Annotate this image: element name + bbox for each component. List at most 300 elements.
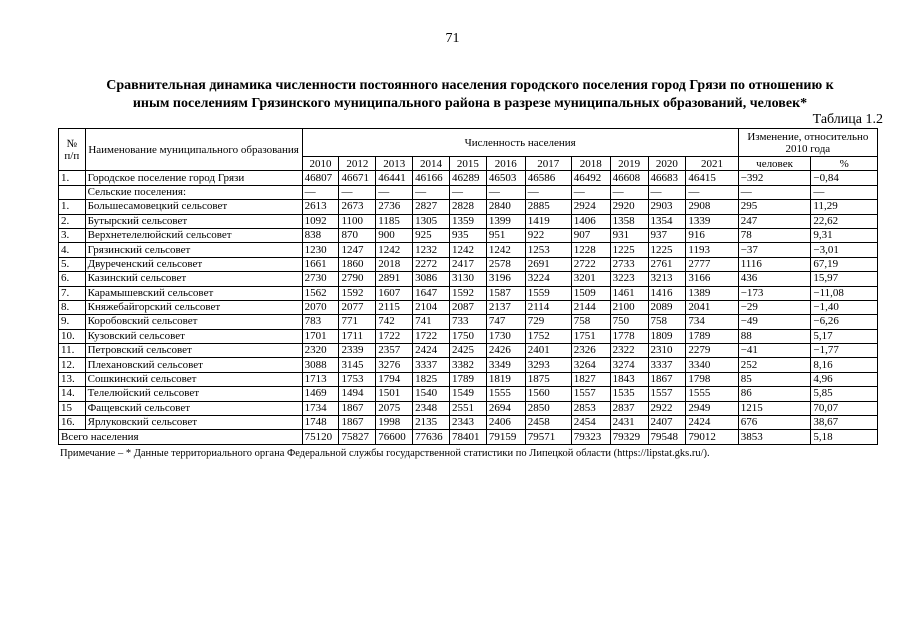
population-value: 3340 [686,358,738,372]
header-year: 2012 [339,157,376,171]
total-value: 79548 [648,430,686,444]
change-people: 85 [738,372,811,386]
total-value: 75120 [302,430,339,444]
population-value: 1701 [302,329,339,343]
total-value: 79323 [571,430,610,444]
population-value: 2840 [486,200,525,214]
population-value: 2087 [449,300,486,314]
population-value: 2144 [571,300,610,314]
population-value: 46415 [686,171,738,185]
population-value: 2322 [610,344,648,358]
row-name: Казинский сельсовет [85,272,302,286]
header-year: 2013 [376,157,413,171]
population-value: 2908 [686,200,738,214]
population-value: 2348 [413,401,450,415]
population-value: 2104 [413,300,450,314]
population-value: 46807 [302,171,339,185]
population-value: 2922 [648,401,686,415]
population-value: 2417 [449,257,486,271]
row-number: 11. [59,344,86,358]
population-value: 2426 [486,344,525,358]
population-value: 46166 [413,171,450,185]
population-value: 2551 [449,401,486,415]
population-value: 2694 [486,401,525,415]
change-percent: −0,84 [811,171,878,185]
population-value: 2673 [339,200,376,214]
row-name: Кузовский сельсовет [85,329,302,343]
population-value: 3213 [648,272,686,286]
population-value: 2827 [413,200,450,214]
population-value: 1509 [571,286,610,300]
population-value: — [571,185,610,199]
row-name: Фащевский сельсовет [85,401,302,415]
row-name: Бутырский сельсовет [85,214,302,228]
population-value: 2114 [525,300,571,314]
population-value: 2828 [449,200,486,214]
population-value: 1560 [525,387,571,401]
row-number: 13. [59,372,86,386]
row-number: 7. [59,286,86,300]
change-percent: −11,08 [811,286,878,300]
population-value: 1225 [610,243,648,257]
population-value: 733 [449,315,486,329]
population-value: 1494 [339,387,376,401]
population-value: 2733 [610,257,648,271]
title-line-2: иным поселениям Грязинского муниципального района в разрезе муниципальных образований, человек* [132,96,808,111]
population-value: 1535 [610,387,648,401]
population-value: 2736 [376,200,413,214]
document-title [60,77,880,113]
population-value: 1867 [339,401,376,415]
population-value: 742 [376,315,413,329]
population-value: 741 [413,315,450,329]
population-value: — [339,185,376,199]
population-value: — [449,185,486,199]
population-value: 1559 [525,286,571,300]
population-value: 2343 [449,416,486,430]
population-value: 916 [686,228,738,242]
population-value: 2089 [648,300,686,314]
population-value: 3224 [525,272,571,286]
change-people: 252 [738,358,811,372]
population-value: 1778 [610,329,648,343]
row-number: 1. [59,171,86,185]
population-value: 1354 [648,214,686,228]
population-value: 1100 [339,214,376,228]
population-value: 1557 [571,387,610,401]
population-value: 2777 [686,257,738,271]
population-value: 3337 [648,358,686,372]
population-value: 2837 [610,401,648,415]
total-row [59,430,878,444]
population-value: 2018 [376,257,413,271]
population-value: 1416 [648,286,686,300]
population-value: 3201 [571,272,610,286]
table-row [59,358,878,372]
change-people: −37 [738,243,811,257]
population-value: 46586 [525,171,571,185]
total-value: 79571 [525,430,571,444]
row-number: 10. [59,329,86,343]
population-value: 46441 [376,171,413,185]
population-value: 2077 [339,300,376,314]
row-name: Петровский сельсовет [85,344,302,358]
population-value: 1557 [648,387,686,401]
population-value: 1798 [686,372,738,386]
population-value: 922 [525,228,571,242]
header-year: 2015 [449,157,486,171]
row-number: 4. [59,243,86,257]
population-value: 1794 [376,372,413,386]
population-value: 2310 [648,344,686,358]
row-name: Сошкинский сельсовет [85,372,302,386]
population-value: 1242 [486,243,525,257]
population-value: 1711 [339,329,376,343]
population-value: 2885 [525,200,571,214]
population-value: 2613 [302,200,339,214]
table-row [59,329,878,343]
population-value: 1789 [686,329,738,343]
header-year: 2018 [571,157,610,171]
population-value: 1587 [486,286,525,300]
row-number: 1. [59,200,86,214]
population-value: 870 [339,228,376,242]
change-people: 436 [738,272,811,286]
change-people: — [738,185,811,199]
population-value: 3166 [686,272,738,286]
population-value: 1406 [571,214,610,228]
population-value: — [686,185,738,199]
row-name: Плехановский сельсовет [85,358,302,372]
change-people: 247 [738,214,811,228]
population-value: 2790 [339,272,376,286]
population-value: 2425 [449,344,486,358]
population-value: 1661 [302,257,339,271]
population-value: 935 [449,228,486,242]
change-percent: 70,07 [811,401,878,415]
population-value: 783 [302,315,339,329]
population-value: 1750 [449,329,486,343]
row-name: Карамышевский сельсовет [85,286,302,300]
population-value: 1253 [525,243,571,257]
population-value: 734 [686,315,738,329]
row-name: Телелюйский сельсовет [85,387,302,401]
population-value: 750 [610,315,648,329]
change-people: 86 [738,387,811,401]
row-number: 12. [59,358,86,372]
total-value: 78401 [449,430,486,444]
population-value: 1753 [339,372,376,386]
population-value: 2075 [376,401,413,415]
population-value: 1555 [686,387,738,401]
population-value: 2424 [413,344,450,358]
population-value: — [413,185,450,199]
total-change-percent: 5,18 [811,430,878,444]
population-value: 3293 [525,358,571,372]
population-value: 758 [648,315,686,329]
population-value: 3196 [486,272,525,286]
header-year: 2019 [610,157,648,171]
population-value: 1647 [413,286,450,300]
population-value: 931 [610,228,648,242]
population-value: — [525,185,571,199]
header-name: Наименование муниципального образования [85,129,302,171]
population-value: 3276 [376,358,413,372]
total-value: 76600 [376,430,413,444]
population-value: 2891 [376,272,413,286]
population-value: 2431 [610,416,648,430]
row-number: 8. [59,300,86,314]
population-value: — [648,185,686,199]
row-name: Большесамовецкий сельсовет [85,200,302,214]
table-row [59,243,878,257]
change-percent: −3,01 [811,243,878,257]
population-value: 1860 [339,257,376,271]
change-people: −173 [738,286,811,300]
table-row [59,272,878,286]
change-people: −49 [738,315,811,329]
page-number: 71 [445,31,460,46]
population-value: 1722 [413,329,450,343]
row-number: 15 [59,401,86,415]
change-people: 1116 [738,257,811,271]
total-value: 79329 [610,430,648,444]
change-percent: 67,19 [811,257,878,271]
population-value: 46683 [648,171,686,185]
population-value: 2326 [571,344,610,358]
population-value: 1998 [376,416,413,430]
population-value: 1713 [302,372,339,386]
population-value: 758 [571,315,610,329]
change-people: −392 [738,171,811,185]
population-value: 1247 [339,243,376,257]
population-value: 1185 [376,214,413,228]
change-people: 295 [738,200,811,214]
population-value: 1751 [571,329,610,343]
population-value: 3382 [449,358,486,372]
population-value: 2357 [376,344,413,358]
population-value: 1228 [571,243,610,257]
population-value: 2279 [686,344,738,358]
population-value: 46289 [449,171,486,185]
population-value: 1809 [648,329,686,343]
change-people: 1215 [738,401,811,415]
total-value: 75827 [339,430,376,444]
title-line-1: Сравнительная динамика численности постоянного населения городского поселения город Грязи по отношению к [106,78,834,93]
population-value: 2578 [486,257,525,271]
table-row [59,214,878,228]
population-value: 1819 [486,372,525,386]
change-percent: −6,26 [811,315,878,329]
population-value: — [376,185,413,199]
change-people: 88 [738,329,811,343]
change-people: −29 [738,300,811,314]
population-value: 2100 [610,300,648,314]
header-year: 2017 [525,157,571,171]
change-people: −41 [738,344,811,358]
population-value: 2850 [525,401,571,415]
population-value: 729 [525,315,571,329]
population-value: 46671 [339,171,376,185]
population-value: 1789 [449,372,486,386]
population-value: 3145 [339,358,376,372]
population-value: 1827 [571,372,610,386]
population-value: 2070 [302,300,339,314]
total-label: Всего населения [59,430,303,444]
population-table [58,128,878,445]
table-label: Таблица 1.2 [812,112,883,127]
population-value: 3274 [610,358,648,372]
row-number: 5. [59,257,86,271]
population-value: 2722 [571,257,610,271]
change-percent: 38,67 [811,416,878,430]
change-percent: 15,97 [811,272,878,286]
table-row [59,286,878,300]
total-change-people: 3853 [738,430,811,444]
population-value: 1843 [610,372,648,386]
population-value: — [486,185,525,199]
population-value: 1549 [449,387,486,401]
population-value: 46492 [571,171,610,185]
population-value: 3088 [302,358,339,372]
row-number: 6. [59,272,86,286]
change-percent: 11,29 [811,200,878,214]
population-value: 2949 [686,401,738,415]
population-value: 2853 [571,401,610,415]
row-number: 2. [59,214,86,228]
population-value: 1193 [686,243,738,257]
change-percent: −1,40 [811,300,878,314]
population-value: 2424 [686,416,738,430]
population-value: 1389 [686,286,738,300]
population-value: 2401 [525,344,571,358]
population-value: 2903 [648,200,686,214]
change-people: 676 [738,416,811,430]
header-year: 2016 [486,157,525,171]
total-value: 77636 [413,430,450,444]
population-value: — [610,185,648,199]
table-row [59,344,878,358]
header-change-people: человек [738,157,811,171]
population-value: 1867 [339,416,376,430]
population-value: 1419 [525,214,571,228]
population-value: 900 [376,228,413,242]
population-value: 3337 [413,358,450,372]
population-value: 1734 [302,401,339,415]
population-value: 1867 [648,372,686,386]
change-percent: −1,77 [811,344,878,358]
population-value: 925 [413,228,450,242]
population-value: 2115 [376,300,413,314]
population-value: 2137 [486,300,525,314]
header-change: Изменение, относительно 2010 года [738,129,877,157]
change-percent: 8,16 [811,358,878,372]
population-value: 1875 [525,372,571,386]
table-row [59,185,878,199]
population-value: 1230 [302,243,339,257]
population-value: 2407 [648,416,686,430]
population-value: 1232 [413,243,450,257]
population-value: 1607 [376,286,413,300]
population-value: 3223 [610,272,648,286]
population-value: 46608 [610,171,648,185]
population-value: 2458 [525,416,571,430]
population-value: 2135 [413,416,450,430]
row-name: Двуреченский сельсовет [85,257,302,271]
header-year: 2021 [686,157,738,171]
change-percent: 5,17 [811,329,878,343]
population-value: 2454 [571,416,610,430]
total-value: 79159 [486,430,525,444]
population-value: 771 [339,315,376,329]
population-value: 951 [486,228,525,242]
total-value: 79012 [686,430,738,444]
header-year: 2020 [648,157,686,171]
row-number: 3. [59,228,86,242]
header-year: 2010 [302,157,339,171]
population-value: 937 [648,228,686,242]
row-name: Грязинский сельсовет [85,243,302,257]
population-value: 3130 [449,272,486,286]
population-value: 2272 [413,257,450,271]
population-value: 2406 [486,416,525,430]
header-num: № п/п [59,129,86,171]
table-row [59,315,878,329]
row-name: Коробовский сельсовет [85,315,302,329]
row-name: Городское поселение город Грязи [85,171,302,185]
population-value: 1461 [610,286,648,300]
table-row [59,171,878,185]
population-value: 2920 [610,200,648,214]
table-row [59,401,878,415]
population-value: 1359 [449,214,486,228]
row-name: Верхнетелелюйский сельсовет [85,228,302,242]
change-percent: 22,62 [811,214,878,228]
population-value: 2730 [302,272,339,286]
header-population: Численность населения [302,129,738,157]
table-row [59,387,878,401]
change-percent: 9,31 [811,228,878,242]
population-value: — [302,185,339,199]
row-number: 9. [59,315,86,329]
population-value: 2339 [339,344,376,358]
row-name: Сельские поселения: [85,185,302,199]
row-number: 14. [59,387,86,401]
change-people: 78 [738,228,811,242]
footnote: Примечание – * Данные территориального органа Федеральной службы государственной статистики по Липецкой области (https://lipstat.gks.ru/). [60,448,710,459]
population-value: 1305 [413,214,450,228]
population-value: 1225 [648,243,686,257]
population-value: 2924 [571,200,610,214]
change-percent: 4,96 [811,372,878,386]
population-value: 3086 [413,272,450,286]
table-row [59,416,878,430]
population-value: 1825 [413,372,450,386]
population-value: 1748 [302,416,339,430]
population-value: 907 [571,228,610,242]
population-value: 2691 [525,257,571,271]
population-value: 1501 [376,387,413,401]
population-value: 1092 [302,214,339,228]
header-change-pct: % [811,157,878,171]
population-value: 2761 [648,257,686,271]
population-value: 3349 [486,358,525,372]
population-value: 1555 [486,387,525,401]
table-row [59,257,878,271]
population-value: 1339 [686,214,738,228]
population-value: 1592 [339,286,376,300]
population-value: 1242 [449,243,486,257]
